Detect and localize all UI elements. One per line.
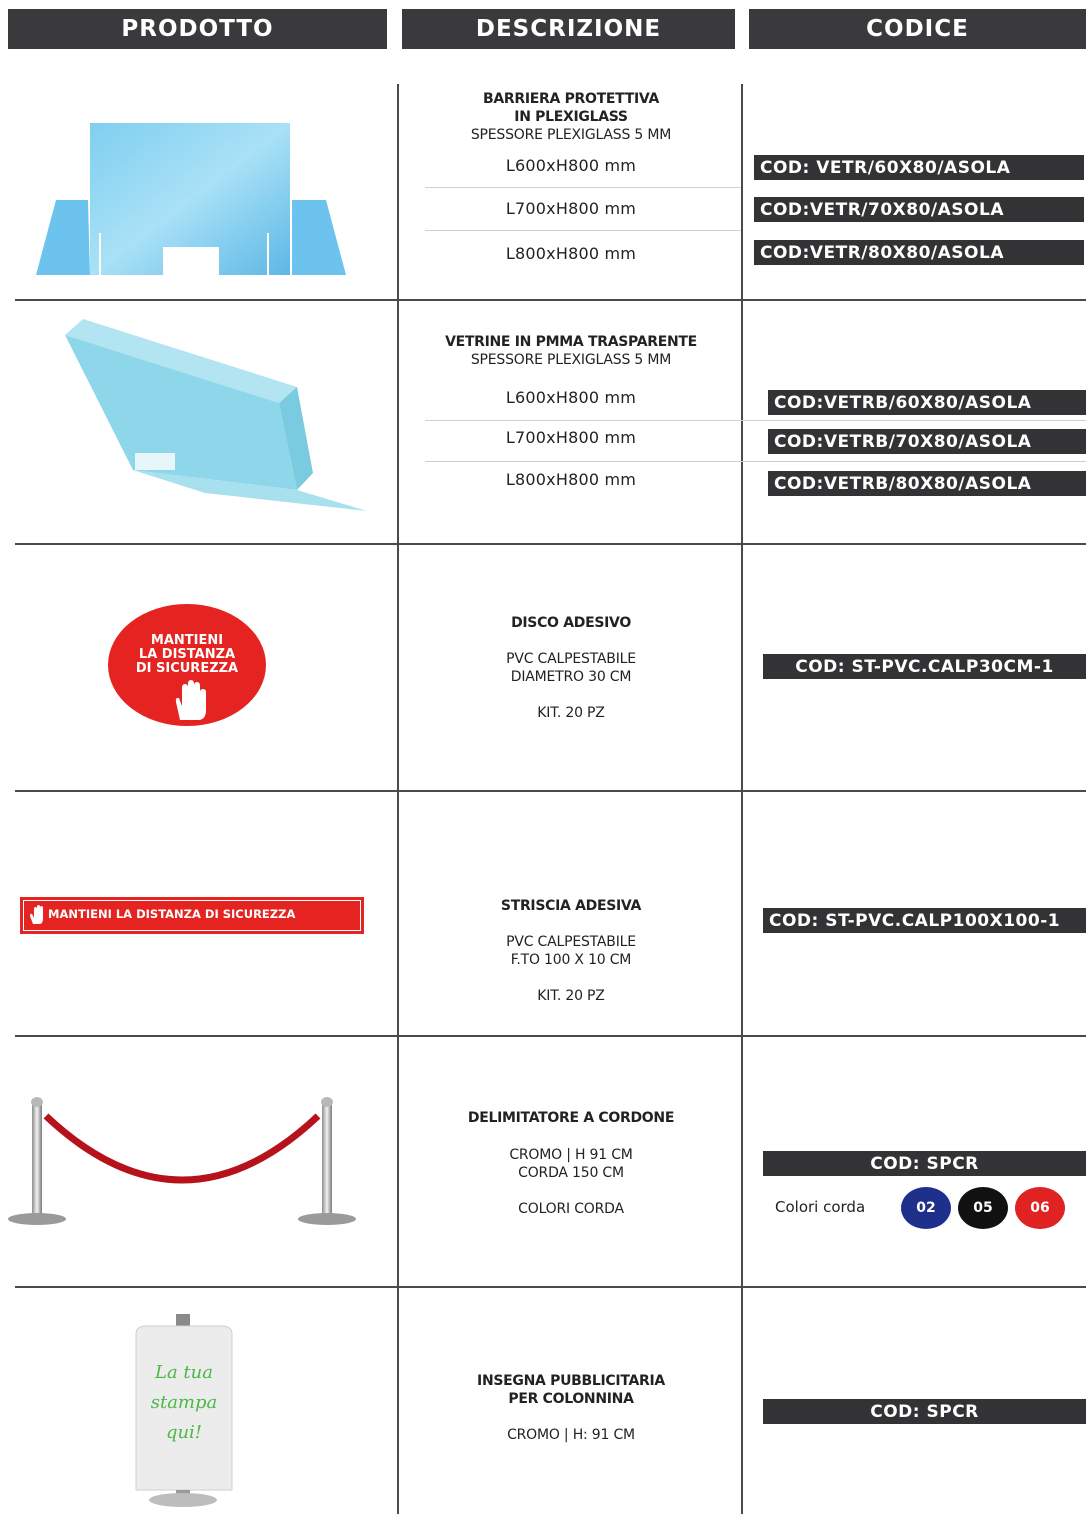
floor-strip-image [20, 897, 364, 934]
sticker-text-line: MANTIENI [150, 633, 224, 648]
sign-print-text [140, 1358, 228, 1448]
variant-divider [425, 461, 1086, 462]
sign-detail: CROMO | H: 91 CM [507, 1427, 635, 1443]
sticker-text-line: LA DISTANZA [138, 647, 236, 662]
row-divider [15, 1035, 1086, 1037]
barrier-variant: L800xH800 mm [505, 244, 637, 263]
showcase-variant: L700xH800 mm [505, 428, 637, 447]
strip-detail: PVC CALPESTABILE [506, 934, 636, 950]
strip-text: MANTIENI LA DISTANZA DI SICUREZZA [48, 907, 296, 921]
rope-barrier-image [6, 1094, 362, 1230]
barrier-subtitle: SPESSORE PLEXIGLASS 5 MM [470, 127, 672, 143]
variant-divider [425, 230, 741, 231]
row-divider [15, 299, 1086, 301]
showcase-title: VETRINE IN PMMA TRASPARENTE [445, 334, 697, 350]
disc-detail: DIAMETRO 30 CM [510, 669, 632, 685]
header-product: PRODOTTO [8, 9, 387, 49]
rope-title: DELIMITATORE A CORDONE [467, 1110, 675, 1126]
product-code: COD: SPCR [763, 1399, 1086, 1424]
barrier-title-line2: IN PLEXIGLASS [514, 109, 628, 125]
product-code: COD:VETRB/70X80/ASOLA [768, 429, 1086, 454]
product-code: COD:VETR/70X80/ASOLA [754, 197, 1084, 222]
product-code: COD:VETRB/80X80/ASOLA [768, 471, 1086, 496]
sticker-text-line: DI SICUREZZA [135, 661, 239, 676]
product-code: COD: ST-PVC.CALP100X100-1 [763, 908, 1086, 933]
rope-detail: CORDA 150 CM [518, 1165, 624, 1181]
showcase-variant: L600xH800 mm [505, 388, 637, 407]
barrier-title-line1: BARRIERA PROTETTIVA [482, 91, 660, 107]
plexiglass-barrier-image [30, 115, 355, 285]
variant-divider [425, 420, 1086, 421]
disc-title: DISCO ADESIVO [511, 615, 631, 631]
rope-colors-heading: COLORI CORDA [518, 1201, 624, 1217]
disc-detail: PVC CALPESTABILE [506, 651, 636, 667]
barrier-variant: L600xH800 mm [505, 156, 637, 175]
product-code: COD:VETR/80X80/ASOLA [754, 240, 1084, 265]
strip-detail: F.TO 100 X 10 CM [510, 952, 632, 968]
disc-kit: KIT. 20 PZ [537, 705, 605, 721]
row-divider [15, 790, 1086, 792]
variant-divider [425, 187, 741, 188]
row-divider [15, 543, 1086, 545]
sign-text-line: stampa [150, 1392, 218, 1413]
product-code: COD: ST-PVC.CALP30CM-1 [763, 654, 1086, 679]
rope-color-swatch: 02 [901, 1187, 951, 1229]
barrier-variant: L700xH800 mm [505, 199, 637, 218]
row-divider [15, 1286, 1086, 1288]
header-code: CODICE [749, 9, 1086, 49]
product-code: COD: SPCR [763, 1151, 1086, 1176]
sign-title-line1: INSEGNA PUBBLICITARIA [477, 1373, 665, 1389]
floor-sticker-disc-image [108, 604, 266, 726]
stop-hand-icon [170, 680, 210, 722]
sign-text-line: La tua [155, 1362, 213, 1383]
showcase-subtitle: SPESSORE PLEXIGLASS 5 MM [470, 352, 672, 368]
pmma-showcase-image [55, 315, 375, 520]
rope-detail: CROMO | H 91 CM [509, 1147, 633, 1163]
showcase-variant: L800xH800 mm [505, 470, 637, 489]
product-code: COD:VETRB/60X80/ASOLA [768, 390, 1086, 415]
header-description: DESCRIZIONE [402, 9, 735, 49]
rope-color-swatch: 05 [958, 1187, 1008, 1229]
strip-title: STRISCIA ADESIVA [500, 898, 642, 914]
rope-color-swatch: 06 [1015, 1187, 1065, 1229]
product-code: COD: VETR/60X80/ASOLA [754, 155, 1084, 180]
stop-hand-icon [28, 905, 46, 925]
sign-text-line: qui! [165, 1422, 203, 1443]
strip-kit: KIT. 20 PZ [537, 988, 605, 1004]
sign-title-line2: PER COLONNINA [508, 1391, 634, 1407]
rope-colors-label: Colori corda [775, 1198, 866, 1216]
